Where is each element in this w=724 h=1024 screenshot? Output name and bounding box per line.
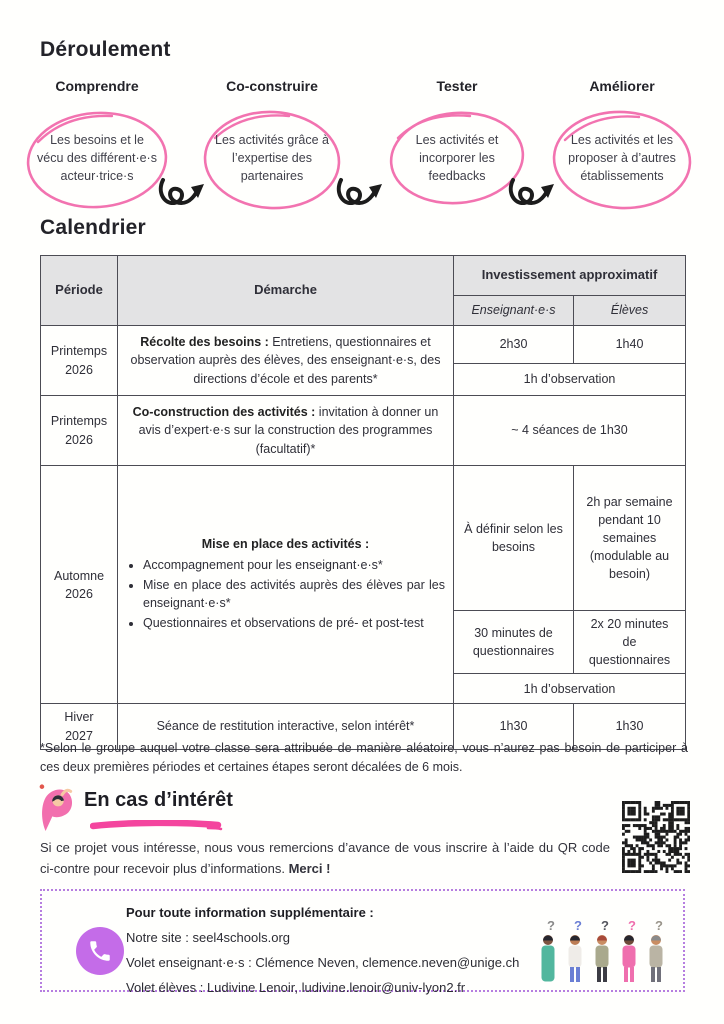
cell-eleves-3a: 2h par semaine pendant 10 semaines (modulable au besoin) (574, 466, 686, 611)
step-text: Les activités grâce à l’expertise des partenaires (215, 133, 329, 183)
process-step-ameliorer (547, 78, 697, 214)
bullet-item: • Accompagnement pour les enseignant·e·s* (143, 556, 445, 574)
contact-teachers: Volet enseignant·e·s : Clémence Neven, clemence.neven@unige.ch (126, 955, 520, 970)
step-text: Les besoins et le vécu des différent·e·s acteur·trice·s (37, 133, 157, 183)
cell-eleves-4: 1h30 (574, 704, 686, 749)
cell-demarche-4: Séance de restitution interactive, selon intérêt* (118, 704, 454, 749)
contact-title: Pour toute information supplémentaire : (126, 905, 374, 920)
cell-enseignants-3b: 30 minutes de questionnaires (454, 611, 574, 674)
cell-enseignants-3a: À définir selon les besoins (454, 466, 574, 611)
interest-paragraph (40, 838, 610, 880)
contact-box (40, 889, 685, 995)
interest-merci: Merci ! (288, 860, 331, 876)
cell-periode-3: Automne 2026 (41, 466, 118, 704)
cell-merged-2: ~ 4 séances de 1h30 (454, 396, 686, 466)
col-header-enseignants: Enseignant·e·s (454, 296, 574, 326)
cell-demarche-1 (118, 326, 454, 396)
cell-periode-1: Printemps 2026 (41, 326, 118, 396)
cell-periode-2: Printemps 2026 (41, 396, 118, 466)
calendar-table (40, 255, 686, 750)
step-text: Les activités et incorporer les feedbacks (415, 133, 499, 183)
cell-merged-3: 1h d’observation (454, 674, 686, 704)
step-label: Tester (436, 78, 478, 94)
demarche-3-bullets (126, 556, 445, 633)
contact-site: Notre site : seel4schools.org (126, 930, 291, 945)
demarche-3-title: Mise en place des activités : (201, 536, 370, 551)
interest-text: Si ce projet vous intéresse, nous vous remercions d’avance de vous inscrire à l’aide du QR code ci-contre pour recevoir plus d’informations. (40, 840, 610, 876)
step-text: Les activités et les proposer à d’autres établissements (568, 133, 676, 183)
interest-title: En cas d’intérêt (84, 789, 233, 811)
col-header-periode: Période (41, 256, 118, 326)
col-header-eleves: Élèves (574, 296, 686, 326)
cell-demarche-2 (118, 396, 454, 466)
col-header-demarche: Démarche (118, 256, 454, 326)
cell-enseignants-4: 1h30 (454, 704, 574, 749)
curly-arrow-icon (334, 172, 388, 212)
contact-info (126, 900, 519, 1000)
cell-merged-1: 1h d’observation (454, 364, 686, 396)
table-footnote: *Selon le groupe auquel votre classe sera attribuée de manière aléatoire, vous n’aurez pas besoin de participer à ces deux premières périodes et certaines étapes seront décalées de 6 mois. (40, 741, 688, 775)
cell-periode-4: Hiver 2027 (41, 704, 118, 749)
svg-text:?: ? (574, 918, 582, 933)
step-label: Améliorer (589, 78, 655, 94)
step-bubble (22, 104, 172, 214)
bullet-item: • Questionnaires et observations de pré- et post-test (143, 614, 445, 632)
demarche-2-text: invitation à donner un avis d’expert·e·s sur la construction des programmes (facultatif)* (138, 405, 439, 456)
svg-text:?: ? (547, 918, 555, 933)
step-bubble (197, 104, 347, 214)
section-title-calendrier: Calendrier (40, 216, 146, 239)
step-bubble (547, 104, 697, 214)
svg-text:?: ? (655, 918, 663, 933)
process-step-comprendre (22, 78, 172, 214)
col-header-investissement: Investissement approximatif (454, 256, 686, 296)
demarche-1-text: Entretiens, questionnaires et observation auprès des élèves, des enseignant·e·s, des directions d’école et des parents* (130, 335, 441, 386)
cell-eleves-1: 1h40 (574, 326, 686, 364)
demarche-1-title: Récolte des besoins : (140, 335, 269, 350)
bullet-item: • Mise en place des activités auprès des élèves par les enseignant·e·s* (143, 576, 445, 612)
svg-text:?: ? (628, 918, 636, 933)
pink-marker-underline (90, 820, 224, 832)
svg-text:?: ? (601, 918, 609, 933)
demarche-2-title: Co-construction des activités : (132, 405, 316, 420)
step-label: Comprendre (55, 78, 139, 94)
cell-demarche-3 (118, 466, 454, 704)
cell-eleves-3b: 2x 20 minutes de questionnaires (574, 611, 686, 674)
contact-students: Volet élèves : Ludivine Lenoir, ludivine.lenoir@univ-lyon2.fr (126, 980, 466, 995)
step-label: Co-construire (226, 78, 318, 94)
process-step-co-construire (197, 78, 347, 214)
qr-code-image (622, 801, 690, 873)
person-thinking-icon (36, 782, 76, 832)
cell-enseignants-1: 2h30 (454, 326, 574, 364)
section-title-deroulement: Déroulement (40, 38, 171, 61)
phone-icon (76, 927, 124, 975)
confused-people-illustration (534, 917, 674, 985)
